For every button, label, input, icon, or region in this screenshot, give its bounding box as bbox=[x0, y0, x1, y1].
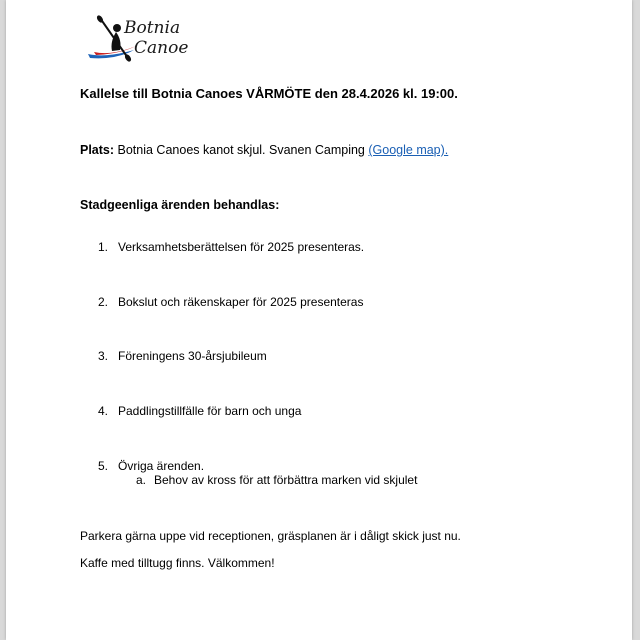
agenda-subitem bbox=[136, 473, 417, 487]
agenda-item-text: Föreningens 30-årsjubileum bbox=[118, 349, 267, 363]
agenda-item-number: 4. bbox=[98, 404, 109, 418]
agenda-item bbox=[98, 404, 301, 418]
agenda-heading: Stadgeenliga ärenden behandlas: bbox=[80, 198, 280, 212]
agenda-item bbox=[98, 240, 364, 254]
agenda-item-number: 3. bbox=[98, 349, 109, 363]
agenda-item-text: Verksamhetsberättelsen för 2025 presenteras. bbox=[118, 240, 365, 254]
agenda-item-text: Paddlingstillfälle för barn och unga bbox=[118, 404, 302, 418]
agenda-item-text: Övriga ärenden. bbox=[118, 459, 205, 473]
meeting-title: Kallelse till Botnia Canoes VÅRMÖTE den 28.4.2026 kl. 19:00. bbox=[80, 86, 458, 101]
coffee-note: Kaffe med tilltugg finns. Välkommen! bbox=[80, 556, 275, 570]
logo-text-line1: Botnia bbox=[124, 18, 181, 38]
agenda-item-number: 5. bbox=[98, 459, 109, 473]
meeting-place bbox=[80, 143, 448, 157]
agenda-item-number: 1. bbox=[98, 240, 109, 254]
botnia-canoe-logo bbox=[86, 14, 206, 70]
agenda-item bbox=[98, 295, 363, 309]
agenda-item bbox=[98, 349, 267, 363]
document-page bbox=[6, 0, 632, 640]
logo-text-line2: Canoe bbox=[134, 38, 189, 58]
place-text: Botnia Canoes kanot skjul. Svanen Camping bbox=[114, 143, 369, 157]
place-label: Plats: bbox=[80, 143, 115, 157]
agenda-item-number: 2. bbox=[98, 295, 109, 309]
agenda-subitem-text: Behov av kross för att förbättra marken vid skjulet bbox=[154, 473, 418, 487]
agenda-subitem-letter: a. bbox=[136, 473, 147, 487]
agenda-item bbox=[98, 459, 204, 473]
google-map-link[interactable]: (Google map). bbox=[368, 143, 449, 157]
agenda-item-text: Bokslut och räkenskaper för 2025 presenteras bbox=[118, 295, 364, 309]
parking-note: Parkera gärna uppe vid receptionen, gräsplanen är i dåligt skick just nu. bbox=[80, 529, 461, 543]
